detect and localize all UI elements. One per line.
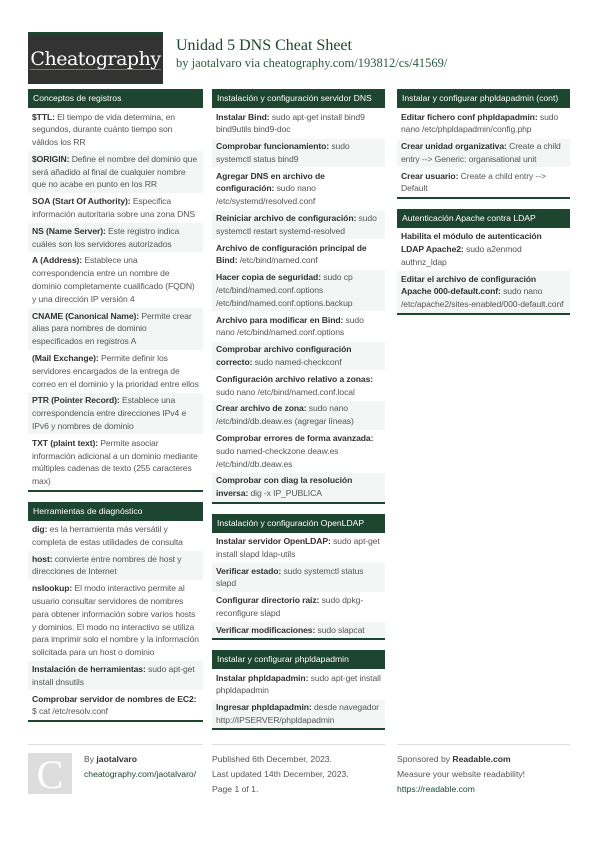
list-item xyxy=(28,690,203,720)
item-key: $TTL: xyxy=(32,111,55,122)
column-2 xyxy=(212,89,385,740)
footer xyxy=(0,744,600,812)
list-item xyxy=(212,400,385,430)
item-value: Permite asociar información adicional a un dominio mediante múltiples cadenas de texto (255 caracteres max) xyxy=(32,437,198,487)
section-header: Instalación y configuración OpenLDAP xyxy=(212,514,385,533)
list-item xyxy=(212,210,385,240)
item-key: Comprobar errores de forma avanzada: xyxy=(216,433,374,444)
item-key: Hacer copia de seguridad: xyxy=(216,272,321,283)
item-key: Archivo para modificar en Bind: xyxy=(216,314,344,325)
column-1 xyxy=(28,89,203,732)
page-title: Unidad 5 DNS Cheat Sheet xyxy=(176,37,352,54)
item-key: SOA (Start Of Authority): xyxy=(32,196,131,207)
item-value: sudo named-checkconf xyxy=(252,357,342,368)
item-key: Editar el archivo de configuración Apache 000-default.conf: xyxy=(401,273,537,297)
section-body xyxy=(397,228,570,313)
section-body xyxy=(28,521,203,720)
item-value: sudo nano /etc/systemd/resolved.conf xyxy=(216,183,316,207)
item-value: Create a child entry --> Generic: organisational unit xyxy=(401,141,561,164)
item-value: Establece una correspondencia entre direcciones IPv4 e IPv6 y nombres de dominio xyxy=(32,395,187,432)
item-key: Instalación de herramientas: xyxy=(32,663,146,674)
list-item xyxy=(212,472,385,502)
list-item xyxy=(28,150,203,192)
item-value: Establece una correspondencia entre un nombre de dominio completamente cualificado (FQDN) y una dirección IP versión 4 xyxy=(32,255,195,304)
updated-date: Last updated 14th December, 2023. xyxy=(212,769,349,780)
page-number: Page 1 of 1. xyxy=(212,784,259,795)
item-key: Comprobar funcionamiento: xyxy=(216,141,330,152)
author-name[interactable]: jaotalvaro xyxy=(96,754,138,765)
list-item xyxy=(397,270,570,312)
list-item xyxy=(212,592,385,622)
item-key: (Mail Exchange): xyxy=(32,353,99,364)
section-body xyxy=(212,533,385,639)
list-item xyxy=(212,621,385,638)
item-key: Comprobar archivo configuración correcto: xyxy=(216,344,352,368)
section xyxy=(397,89,570,199)
item-value: El tiempo de vida determina, en segundos, durante cuánto tiempo son válidos los RR xyxy=(32,111,175,148)
list-item xyxy=(28,193,203,223)
list-item xyxy=(212,138,385,168)
item-value: Especifica información autoritaria sobre una zona DNS xyxy=(32,196,195,220)
section-header: Autenticación Apache contra LDAP xyxy=(397,209,570,228)
item-key: Editar fichero conf phpldapadmin: xyxy=(401,111,538,122)
item-key: nslookup: xyxy=(32,583,73,594)
list-item xyxy=(28,307,203,349)
column-3 xyxy=(397,89,570,325)
item-key: Configurar directorio raíz: xyxy=(216,595,320,606)
item-value: convierte entre nombres de host y direcciones de Internet xyxy=(32,553,182,577)
sponsor-link[interactable]: https://readable.com xyxy=(397,784,475,795)
item-value: Define el nombre del dominio que será añadido al final de cualquier nombre que no acabe en punto en los RR xyxy=(32,153,198,190)
section-body xyxy=(212,108,385,502)
list-item xyxy=(397,108,570,138)
list-item xyxy=(212,269,385,311)
item-value: sudo cp /etc/bind/named.conf.options /etc/bind/named.conf.options.backup xyxy=(216,272,353,308)
section xyxy=(397,209,570,315)
item-key: $ORIGIN: xyxy=(32,153,70,164)
section-body xyxy=(212,669,385,728)
list-item xyxy=(28,550,203,580)
item-value: Permite definir los servidores encargados de la entrega de correo en el dominio y la prioridad entre ellos xyxy=(32,353,199,389)
item-value: sudo slapcat xyxy=(315,624,365,635)
cheatography-logo[interactable] xyxy=(28,32,163,84)
published-date: Published 6th December, 2023. xyxy=(212,754,332,765)
sponsored-label: Sponsored by xyxy=(397,754,453,765)
item-value: Create a child entry --> Default xyxy=(401,170,546,194)
list-item xyxy=(28,660,203,690)
list-item xyxy=(28,222,203,252)
author-avatar: C xyxy=(28,753,72,794)
item-key: Comprobar con diag la resolución inversa: xyxy=(216,475,353,499)
item-key: Habilita el módulo de autenticación LDAP Apache2: xyxy=(401,231,542,255)
section xyxy=(212,514,385,641)
list-item xyxy=(212,370,385,400)
page-subtitle[interactable]: by jaotalvaro via cheatography.com/193812/cs/41569/ xyxy=(176,56,448,70)
item-value: sudo nano /etc/apache2/sites-enabled/000-default.conf xyxy=(401,286,564,310)
item-key: Reiniciar archivo de configuración: xyxy=(216,213,357,224)
footer-dates xyxy=(212,744,385,802)
item-value: es la herramienta más versátil y completa de estas utilidades de consulta xyxy=(32,524,183,547)
section-body xyxy=(397,108,570,197)
footer-author xyxy=(28,744,203,802)
item-value: sudo apt-get install phpldapadmin xyxy=(216,672,381,696)
item-key: Verificar modificaciones: xyxy=(216,624,316,635)
list-item xyxy=(212,562,385,592)
item-key: Verificar estado: xyxy=(216,565,282,576)
item-key: Instalar Bind: xyxy=(216,111,270,122)
item-key: CNAME (Canonical Name): xyxy=(32,310,140,321)
item-key: TXT (plaint text): xyxy=(32,437,98,448)
section xyxy=(28,502,203,722)
item-value: Este registro indica cuáles son los servidores autorizados xyxy=(32,225,180,249)
list-item xyxy=(212,341,385,371)
item-key: Crear unidad organizativa: xyxy=(401,141,507,152)
list-item xyxy=(28,252,203,307)
list-item xyxy=(397,167,570,197)
item-key: Agregar DNS en archivo de configuración: xyxy=(216,170,325,194)
item-value: sudo systemctl status bind9 xyxy=(216,141,350,164)
item-value: sudo systemctl restart systemd-resolved xyxy=(216,213,377,236)
item-value: sudo apt-get install slapd ldap-utils xyxy=(216,536,380,559)
item-value: desde navegador http://IPSERVER/phpldapadmin xyxy=(216,702,379,725)
list-item xyxy=(28,350,203,392)
by-label: By xyxy=(84,754,97,765)
list-item xyxy=(28,521,203,551)
item-key: Ingresar phpldapadmin: xyxy=(216,702,312,713)
item-key: Crear archivo de zona: xyxy=(216,403,307,414)
list-item xyxy=(212,430,385,472)
item-key: dig: xyxy=(32,524,48,535)
section-header: Instalar y configurar phpldapadmin (cont) xyxy=(397,89,570,108)
item-key: PTR (Pointer Record): xyxy=(32,395,120,406)
list-item xyxy=(28,108,203,150)
section xyxy=(212,650,385,730)
footer-sponsor xyxy=(397,744,570,802)
section-header: Conceptos de registros xyxy=(28,89,203,108)
item-value: sudo nano /etc/bind/named.conf.options xyxy=(216,314,364,338)
logo-text: Cheatography xyxy=(30,48,161,70)
list-item xyxy=(212,533,385,563)
columns xyxy=(0,89,600,740)
list-item xyxy=(28,434,203,489)
item-value: sudo nano /etc/phpldapadmin/config.php xyxy=(401,111,559,135)
item-key: host: xyxy=(32,553,53,564)
item-value: El modo interactivo permite al usuario consultar servidores de nombres para obtener información sobre varios hosts y dominios. El modo no interactivo se utiliza para imprimir solo el nombre y la información solicitada para un host o dominio xyxy=(32,583,199,658)
item-value: $ cat /etc/resolv.conf xyxy=(32,706,108,717)
item-key: Crear usuario: xyxy=(401,170,459,181)
item-key: Configuración archivo relativo a zonas: xyxy=(216,373,374,384)
item-value: sudo nano /etc/bind/db.deaw.es (agregar líneas) xyxy=(216,403,354,427)
section-header: Herramientas de diagnóstico xyxy=(28,502,203,521)
item-key: Instalar servidor OpenLDAP: xyxy=(216,536,331,547)
page-header xyxy=(0,0,600,89)
item-value: sudo nano /etc/bind/named.conf.local xyxy=(216,386,355,397)
item-key: NS (Name Server): xyxy=(32,225,106,236)
section xyxy=(212,89,385,504)
section xyxy=(28,89,203,492)
item-value: dig -x IP_PUBLICA xyxy=(248,488,322,499)
item-value: sudo apt-get install dnsutils xyxy=(32,663,195,687)
list-item xyxy=(212,311,385,341)
item-value: sudo named-checkzone deaw.es /etc/bind/db.deaw.es xyxy=(216,445,339,469)
list-item xyxy=(212,239,385,269)
list-item xyxy=(212,108,385,138)
sponsor-tagline: Measure your website readability! xyxy=(397,769,526,780)
item-value: sudo apt-get install bind9 bind9utils bind9-doc xyxy=(216,111,365,135)
item-value: sudo a2enmod authnz_ldap xyxy=(401,244,522,267)
list-item xyxy=(397,228,570,270)
list-item xyxy=(397,138,570,168)
item-value: sudo dpkg-reconfigure slapd xyxy=(216,595,364,618)
list-item xyxy=(212,699,385,729)
item-value: /etc/bind/named.conf xyxy=(237,255,318,266)
item-key: Instalar phpldapadmin: xyxy=(216,672,309,683)
sponsor-name: Readable.com xyxy=(452,754,511,765)
list-item xyxy=(212,167,385,209)
section-body xyxy=(28,108,203,490)
item-value: Permite crear alias para nombres de dominio especificados en registros A xyxy=(32,310,192,347)
list-item xyxy=(28,392,203,434)
item-key: A (Address): xyxy=(32,255,83,266)
list-item xyxy=(212,669,385,699)
author-link[interactable]: cheatography.com/jaotalvaro/ xyxy=(84,769,197,780)
item-value: sudo systemctl status slapd xyxy=(216,565,364,589)
item-key: Archivo de configuración principal de Bind: xyxy=(216,242,367,266)
section-header: Instalar y configurar phpldapadmin xyxy=(212,650,385,669)
list-item xyxy=(28,580,203,661)
section-header: Instalación y configuración servidor DNS xyxy=(212,89,385,108)
item-key: Comprobar servidor de nombres de EC2: xyxy=(32,693,197,704)
